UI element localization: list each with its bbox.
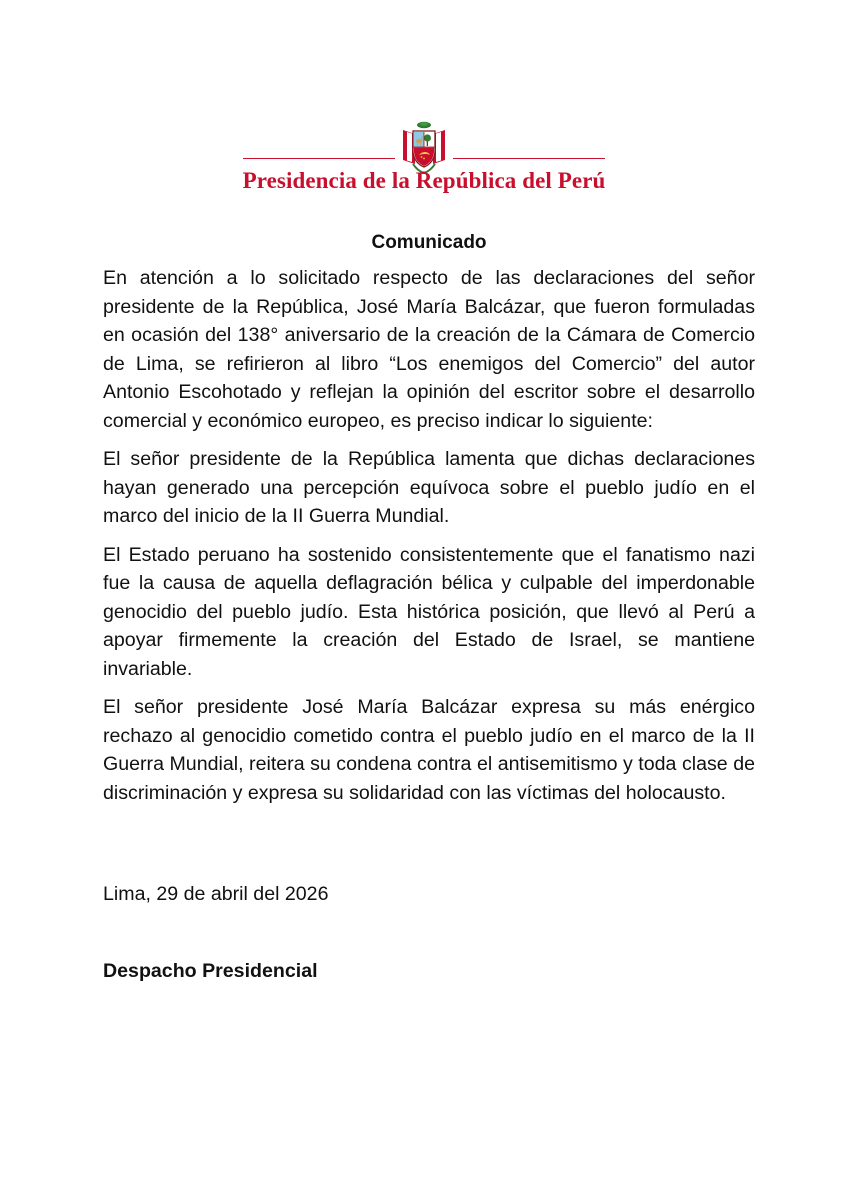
letterhead xyxy=(0,118,848,198)
document-title: Comunicado xyxy=(371,232,487,253)
date-line: Lima, 29 de abril del 2026 xyxy=(103,883,329,905)
paragraph: En atención a lo solicitado respecto de las declaraciones del señor presidente de la República, José María Balcázar, que fueron formuladas en ocasión del 138° aniversario de la creación de la Cámara de Comercio de Lima, se refirieron al libro “Los enemigos del Comercio” del autor Antonio Escohotado y reflejan la opinión del escritor sobre el desarrollo comercial y económico europeo, es preciso indicar lo siguiente: xyxy=(103,267,755,432)
signature: Despacho Presidencial xyxy=(103,960,318,982)
letterhead-rule-right xyxy=(453,158,605,159)
paragraph: El señor presidente José María Balcázar expresa su más enérgico rechazo al genocidio cometido contra el pueblo judío en el marco de la II Guerra Mundial, reitera su condena contra el antisemitismo y toda clase de discriminación y expresa su solidaridad con las víctimas del holocausto. xyxy=(103,696,755,804)
document-body xyxy=(103,230,755,817)
paragraph: El señor presidente de la República lamenta que dichas declaraciones hayan generado una percepción equívoca sobre el pueblo judío en el marco del inicio de la II Guerra Mundial. xyxy=(103,448,755,527)
letterhead-org-name: Presidencia de la República del Perú xyxy=(242,168,606,193)
paragraph: El Estado peruano ha sostenido consistentemente que el fanatismo nazi fue la causa de aquella deflagración bélica y culpable del imperdonable genocidio del pueblo judío. Esta histórica posición, que llevó al Perú a apoyar firmemente la creación del Estado de Israel, se mantiene invariable. xyxy=(103,543,755,680)
letterhead-rule-left xyxy=(243,158,395,159)
